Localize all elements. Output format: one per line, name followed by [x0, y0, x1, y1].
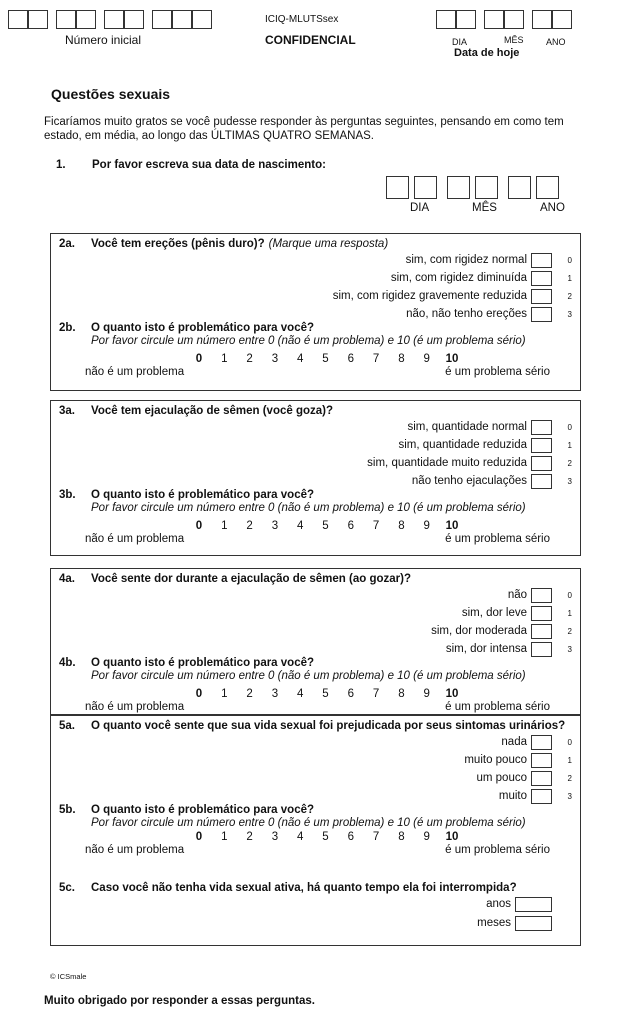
scale-value-5[interactable]: 5	[322, 353, 329, 365]
answer-option	[367, 455, 572, 471]
scale-value-3[interactable]: 3	[271, 353, 279, 365]
scale-value-8[interactable]: 8	[398, 353, 405, 365]
today-month-cell[interactable]	[504, 10, 524, 29]
today-date-label: Data de hoje	[454, 47, 520, 59]
answer-code: 0	[567, 590, 572, 600]
scale-value-10[interactable]: 10	[445, 688, 459, 700]
answer-option-label: um pouco	[476, 772, 527, 784]
initial-number-cell[interactable]	[8, 10, 28, 29]
answer-code: 3	[567, 791, 572, 801]
scale-value-2[interactable]: 2	[246, 688, 253, 700]
question-label: Você tem ejaculação de sêmen (você goza)?	[91, 405, 334, 417]
answer-option-label: sim, quantidade reduzida	[398, 439, 527, 451]
scale-value-7[interactable]: 7	[372, 831, 380, 843]
answer-checkbox[interactable]	[531, 624, 552, 639]
answer-code: 1	[567, 755, 572, 765]
answer-option-label: sim, quantidade normal	[407, 421, 527, 433]
initial-number-cell[interactable]	[124, 10, 144, 29]
answer-option-label: sim, com rigidez normal	[405, 254, 527, 266]
scale-value-2[interactable]: 2	[246, 520, 253, 532]
answer-code: 2	[567, 773, 572, 783]
today-date-boxes	[436, 10, 580, 29]
answer-code: 0	[567, 737, 572, 747]
scale-high-label: é um problema sério	[445, 366, 550, 378]
answer-option-label: sim, dor intensa	[445, 643, 527, 655]
duration-field-label: meses	[477, 917, 511, 929]
question-label: O quanto você sente que sua vida sexual foi prejudicada por seus sintomas urinários?	[91, 720, 566, 732]
scale-value-1[interactable]: 1	[221, 688, 228, 700]
birth-month-label: MÊS	[472, 202, 497, 214]
scale-value-9[interactable]: 9	[423, 353, 430, 365]
problem-question-text: O quanto isto é problemático para você?	[91, 804, 315, 816]
scale-value-3[interactable]: 3	[271, 831, 279, 843]
question-section-3	[50, 400, 581, 556]
scale-value-9[interactable]: 9	[423, 831, 430, 843]
today-day-cell[interactable]	[456, 10, 476, 29]
scale-value-5[interactable]: 5	[322, 831, 329, 843]
confidential-label: CONFIDENCIAL	[265, 33, 356, 47]
answer-code: 0	[567, 422, 572, 432]
scale-value-10[interactable]: 10	[445, 520, 459, 532]
answer-option	[406, 306, 572, 322]
answer-option-label: sim, com rigidez diminuída	[390, 272, 527, 284]
months-input[interactable]	[515, 916, 552, 931]
birth-year-cell[interactable]	[536, 176, 559, 199]
q1-number: 1.	[56, 159, 66, 171]
thanks-message: Muito obrigado por responder a essas perguntas.	[44, 995, 315, 1007]
scale-high-label: é um problema sério	[445, 701, 550, 713]
initial-number-boxes	[8, 10, 220, 29]
question-number: 3a.	[59, 405, 75, 417]
birth-year-label: ANO	[540, 202, 565, 214]
answer-code: 2	[567, 291, 572, 301]
question-number: 5a.	[59, 720, 75, 732]
today-year-label: ANO	[546, 37, 566, 47]
scale-value-8[interactable]: 8	[398, 520, 405, 532]
answer-code: 1	[567, 440, 572, 450]
answer-code: 3	[567, 644, 572, 654]
answer-option	[446, 641, 572, 657]
scale-value-0[interactable]: 0	[195, 520, 203, 532]
question-text	[91, 238, 388, 250]
scale-value-4[interactable]: 4	[296, 688, 304, 700]
problem-question-text: O quanto isto é problemático para você?	[91, 322, 315, 334]
question-hint: (Marque uma resposta)	[268, 238, 389, 250]
problem-question-text: O quanto isto é problemático para você?	[91, 489, 315, 501]
scale-value-8[interactable]: 8	[398, 831, 405, 843]
scale-value-3[interactable]: 3	[271, 688, 279, 700]
answer-checkbox[interactable]	[531, 771, 552, 786]
birth-day-cell[interactable]	[414, 176, 437, 199]
question-text	[91, 405, 333, 417]
years-input[interactable]	[515, 897, 552, 912]
scale-instruction: Por favor circule um número entre 0 (não é um problema) e 10 (é um problema sério)	[91, 817, 526, 829]
question-number: 2a.	[59, 238, 75, 250]
answer-option	[476, 770, 572, 786]
scale-value-2[interactable]: 2	[246, 831, 253, 843]
question-number: 3b.	[59, 489, 76, 501]
birth-month-cell[interactable]	[475, 176, 498, 199]
question-number: 2b.	[59, 322, 76, 334]
answer-checkbox[interactable]	[531, 642, 552, 657]
answer-checkbox[interactable]	[531, 253, 552, 268]
scale-low-label: não é um problema	[85, 844, 185, 856]
initial-number-cell[interactable]	[192, 10, 212, 29]
initial-number-cell[interactable]	[76, 10, 96, 29]
initial-number-cell[interactable]	[104, 10, 124, 29]
scale-value-7[interactable]: 7	[372, 688, 380, 700]
duration-field	[486, 896, 552, 912]
answer-option	[391, 270, 572, 286]
answer-code: 1	[567, 273, 572, 283]
answer-option	[462, 605, 572, 621]
answer-checkbox[interactable]	[531, 735, 552, 750]
scale-value-2[interactable]: 2	[246, 353, 253, 365]
question-label: Você sente dor durante a ejaculação de sêmen (ao gozar)?	[91, 573, 411, 585]
answer-checkbox[interactable]	[531, 753, 552, 768]
answer-code: 2	[567, 626, 572, 636]
answer-checkbox[interactable]	[531, 289, 552, 304]
answer-code: 1	[567, 608, 572, 618]
question-label: Você tem ereções (pênis duro)?	[91, 238, 265, 250]
question-number: 4b.	[59, 657, 76, 669]
answer-option	[464, 752, 572, 768]
answer-option-label: não	[507, 589, 527, 601]
scale-value-8[interactable]: 8	[398, 688, 405, 700]
initial-number-cell[interactable]	[56, 10, 76, 29]
scale-value-6[interactable]: 6	[347, 520, 354, 532]
answer-option-label: nada	[501, 736, 527, 748]
scale-instruction: Por favor circule um número entre 0 (não é um problema) e 10 (é um problema sério)	[91, 670, 526, 682]
answer-checkbox[interactable]	[531, 588, 552, 603]
scale-value-6[interactable]: 6	[347, 831, 354, 843]
birth-year-cell[interactable]	[508, 176, 531, 199]
answer-option-label: não tenho ejaculações	[411, 475, 527, 487]
duration-field-label: anos	[486, 898, 511, 910]
answer-option-label: sim, dor leve	[461, 607, 527, 619]
copyright: © ICSmale	[50, 972, 87, 981]
scale-value-10[interactable]: 10	[445, 353, 459, 365]
answer-option-label: muito	[498, 790, 527, 802]
answer-option	[333, 288, 572, 304]
scale-value-1[interactable]: 1	[221, 520, 228, 532]
answer-checkbox[interactable]	[531, 307, 552, 322]
scale-value-9[interactable]: 9	[423, 688, 430, 700]
scale-high-label: é um problema sério	[445, 533, 550, 545]
scale-value-5[interactable]: 5	[322, 520, 329, 532]
question-section-4	[50, 568, 581, 715]
initial-number-cell[interactable]	[152, 10, 172, 29]
problem-question-text: O quanto isto é problemático para você?	[91, 657, 315, 669]
answer-option	[499, 788, 572, 804]
duration-field	[477, 915, 552, 931]
answer-code: 2	[567, 458, 572, 468]
today-year-cell[interactable]	[532, 10, 552, 29]
scale-value-3[interactable]: 3	[271, 520, 279, 532]
answer-checkbox[interactable]	[531, 789, 552, 804]
scale-low-label: não é um problema	[85, 533, 185, 545]
scale-value-9[interactable]: 9	[423, 520, 430, 532]
answer-option-label: não, não tenho ereções	[406, 308, 527, 320]
answer-option	[407, 419, 572, 435]
scale-value-6[interactable]: 6	[347, 688, 354, 700]
intro-text: Ficaríamos muito gratos se você pudesse responder às perguntas seguintes, pensando em como tem estado, em média, ao longo das ÚLTIMAS QUATRO SEMANAS.	[44, 116, 564, 142]
question-number: 5b.	[59, 804, 76, 816]
birth-day-cell[interactable]	[386, 176, 409, 199]
scale-value-5[interactable]: 5	[322, 688, 329, 700]
birth-date-boxes	[386, 176, 567, 199]
scale-high-label: é um problema sério	[445, 844, 550, 856]
answer-checkbox[interactable]	[531, 606, 552, 621]
scale-value-7[interactable]: 7	[372, 520, 380, 532]
birth-month-cell[interactable]	[447, 176, 470, 199]
question-section-5	[50, 715, 581, 946]
question-section-2	[50, 233, 581, 391]
answer-code: 3	[567, 476, 572, 486]
question-number: 4a.	[59, 573, 75, 585]
scale-value-1[interactable]: 1	[221, 353, 228, 365]
answer-option	[412, 473, 572, 489]
q1-text: Por favor escreva sua data de nascimento:	[92, 159, 326, 171]
scale-value-0[interactable]: 0	[195, 831, 203, 843]
today-day-cell[interactable]	[436, 10, 456, 29]
answer-code: 3	[567, 309, 572, 319]
birth-day-label: DIA	[410, 202, 430, 214]
answer-code: 0	[567, 255, 572, 265]
page-title: Questões sexuais	[51, 86, 171, 102]
today-day-label: DIA	[452, 37, 468, 47]
today-year-cell[interactable]	[552, 10, 572, 29]
initial-number-cell[interactable]	[172, 10, 192, 29]
form-code: ICIQ-MLUTSsex	[265, 14, 339, 25]
scale-value-4[interactable]: 4	[296, 353, 304, 365]
answer-option	[399, 437, 573, 453]
scale-value-4[interactable]: 4	[296, 520, 304, 532]
scale-value-1[interactable]: 1	[221, 831, 228, 843]
scale-value-4[interactable]: 4	[296, 831, 304, 843]
scale-value-7[interactable]: 7	[372, 353, 380, 365]
scale-value-0[interactable]: 0	[195, 353, 203, 365]
question-number: 5c.	[59, 882, 75, 894]
answer-option	[501, 734, 572, 750]
scale-low-label: não é um problema	[85, 701, 185, 713]
answer-checkbox[interactable]	[531, 456, 552, 471]
answer-option-label: sim, com rigidez gravemente reduzida	[332, 290, 527, 302]
answer-checkbox[interactable]	[531, 271, 552, 286]
question-text	[91, 573, 411, 585]
answer-option-label: sim, dor moderada	[431, 625, 527, 637]
answer-option-label: muito pouco	[464, 754, 527, 766]
answer-checkbox[interactable]	[531, 420, 552, 435]
scale-value-10[interactable]: 10	[445, 831, 459, 843]
initial-number-cell[interactable]	[28, 10, 48, 29]
answer-checkbox[interactable]	[531, 438, 552, 453]
initial-number-label: Número inicial	[65, 33, 142, 47]
answer-option	[431, 623, 572, 639]
scale-value-6[interactable]: 6	[347, 353, 354, 365]
scale-instruction: Por favor circule um número entre 0 (não é um problema) e 10 (é um problema sério)	[91, 502, 526, 514]
answer-option	[406, 252, 572, 268]
today-month-label: MÊS	[504, 35, 524, 45]
answer-option-label: sim, quantidade muito reduzida	[367, 457, 527, 469]
scale-low-label: não é um problema	[85, 366, 185, 378]
answer-option	[508, 587, 572, 603]
scale-instruction: Por favor circule um número entre 0 (não é um problema) e 10 (é um problema sério)	[91, 335, 526, 347]
question-text: Caso você não tenha vida sexual ativa, há quanto tempo ela foi interrompida?	[91, 882, 517, 894]
answer-checkbox[interactable]	[531, 474, 552, 489]
today-month-cell[interactable]	[484, 10, 504, 29]
question-text	[91, 720, 565, 732]
scale-value-0[interactable]: 0	[195, 688, 203, 700]
